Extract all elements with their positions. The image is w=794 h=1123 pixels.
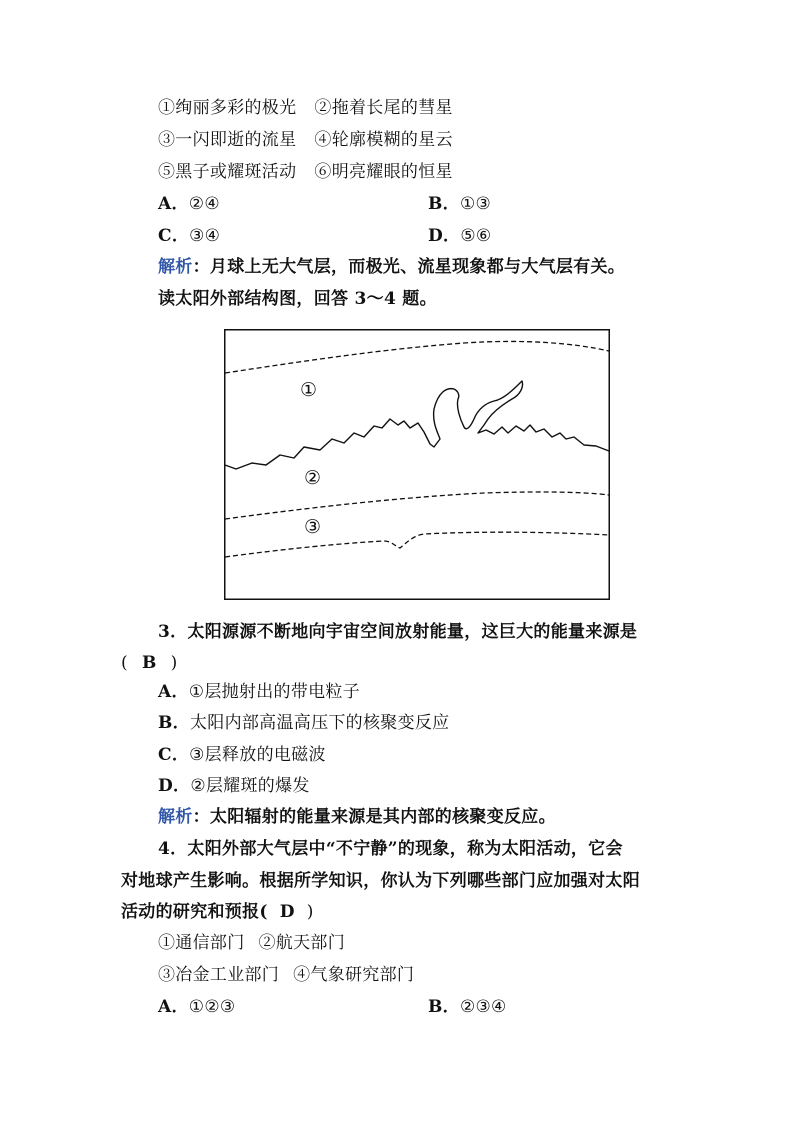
q3-analysis — [158, 806, 556, 828]
sun-structure-diagram — [224, 329, 610, 600]
q2-choice-a-letter: A． — [158, 194, 189, 214]
diagram-frame — [225, 330, 610, 600]
q3-paren-close: ) — [170, 653, 178, 673]
q3-option-d — [158, 775, 310, 797]
q2-choice-row-1 — [158, 193, 578, 215]
q2-choice-row-2 — [158, 225, 578, 247]
q4-stem-text-3: 活动的研究和预报( — [121, 902, 268, 922]
q4-choice-a-letter: A． — [158, 997, 189, 1017]
q4-item-2: ②航天部门 — [258, 933, 345, 953]
q4-paren-close: ) — [306, 902, 314, 922]
q3-option-c — [158, 744, 326, 766]
q3-option-b-letter: B． — [158, 713, 190, 733]
q4-item-line-1 — [158, 932, 345, 954]
q2-analysis-label: 解析 — [158, 257, 193, 277]
q3-option-b-text: 太阳内部高温高压下的核聚变反应 — [189, 713, 450, 733]
q4-item-1: ①通信部门 — [158, 933, 245, 953]
q2-analysis — [158, 256, 625, 278]
q2-choice-b-letter: B． — [428, 194, 460, 214]
q3-option-d-text: ②层耀斑的爆发 — [190, 776, 310, 796]
q4-choice-b — [428, 996, 507, 1018]
q3-option-c-text: ③层释放的电磁波 — [189, 745, 326, 765]
q2-choice-c-letter: C． — [158, 226, 190, 246]
q3-answer-paren — [121, 652, 178, 674]
q4-choice-b-text: ②③④ — [459, 997, 507, 1017]
q2-option-4: ④轮廓模糊的星云 — [314, 130, 453, 150]
q4-stem-line-1: 4．太阳外部大气层中“不宁静”的现象，称为太阳活动，它会 — [158, 839, 623, 859]
corona-boundary-line — [225, 341, 609, 373]
photosphere-upper-boundary-line — [225, 492, 609, 519]
q3-analysis-label: 解析 — [158, 807, 193, 827]
chromosphere-boundary-line — [225, 381, 609, 469]
q2-option-3: ③一闪即逝的流星 — [158, 130, 297, 150]
q4-item-line-2 — [158, 964, 414, 986]
q4-choice-a-text: ①②③ — [188, 997, 236, 1017]
q2-choice-b — [428, 193, 491, 215]
q2-option-line-2 — [158, 129, 453, 151]
q4-choice-row-1 — [158, 996, 578, 1018]
q2-choice-c-text: ③④ — [189, 226, 221, 246]
q4-answer: D — [279, 902, 295, 922]
diagram-intro: 读太阳外部结构图，回答 3～4 题。 — [158, 289, 437, 309]
q2-choice-d-letter: D． — [428, 226, 461, 246]
q2-option-5: ⑤黑子或耀斑活动 — [158, 162, 297, 182]
q2-option-2: ②拖着长尾的彗星 — [314, 98, 453, 118]
q2-option-line-3 — [158, 161, 453, 183]
q4-item-4: ④气象研究部门 — [293, 965, 415, 985]
q3-option-c-letter: C． — [158, 745, 190, 765]
q4-item-3: ③冶金工业部门 — [158, 965, 280, 985]
q2-choice-d-text: ⑤⑥ — [460, 226, 492, 246]
q3-option-b — [158, 712, 449, 734]
q2-option-line-1 — [158, 97, 453, 119]
diagram-label-3: ③ — [304, 516, 322, 538]
q3-option-a-letter: A． — [158, 682, 189, 702]
q3-answer: B — [141, 653, 157, 673]
q2-choice-a-text: ②④ — [188, 194, 220, 214]
diagram-label-2: ② — [304, 467, 322, 489]
q3-option-d-letter: D． — [158, 776, 191, 796]
q3-option-a — [158, 681, 360, 703]
q2-choice-b-text: ①③ — [459, 194, 492, 214]
q2-option-1: ①绚丽多彩的极光 — [158, 98, 297, 118]
diagram-label-1: ① — [300, 379, 318, 401]
q3-paren-open: ( — [121, 653, 128, 673]
q2-choice-d — [428, 225, 491, 247]
q3-stem: 3．太阳源源不断地向宇宙空间放射能量，这巨大的能量来源是 — [158, 622, 638, 642]
q4-stem-line-3 — [121, 901, 314, 923]
q2-option-6: ⑥明亮耀眼的恒星 — [314, 162, 453, 182]
q2-analysis-text: ：月球上无大气层，而极光、流星现象都与大气层有关。 — [192, 257, 626, 277]
q4-choice-b-letter: B． — [428, 997, 460, 1017]
q3-option-a-text: ①层抛射出的带电粒子 — [188, 682, 361, 702]
q3-analysis-text: ：太阳辐射的能量来源是其内部的核聚变反应。 — [192, 807, 556, 827]
photosphere-lower-boundary-line — [225, 532, 609, 557]
q4-stem-line-2: 对地球产生影响。根据所学知识，你认为下列哪些部门应加强对太阳 — [121, 871, 640, 891]
